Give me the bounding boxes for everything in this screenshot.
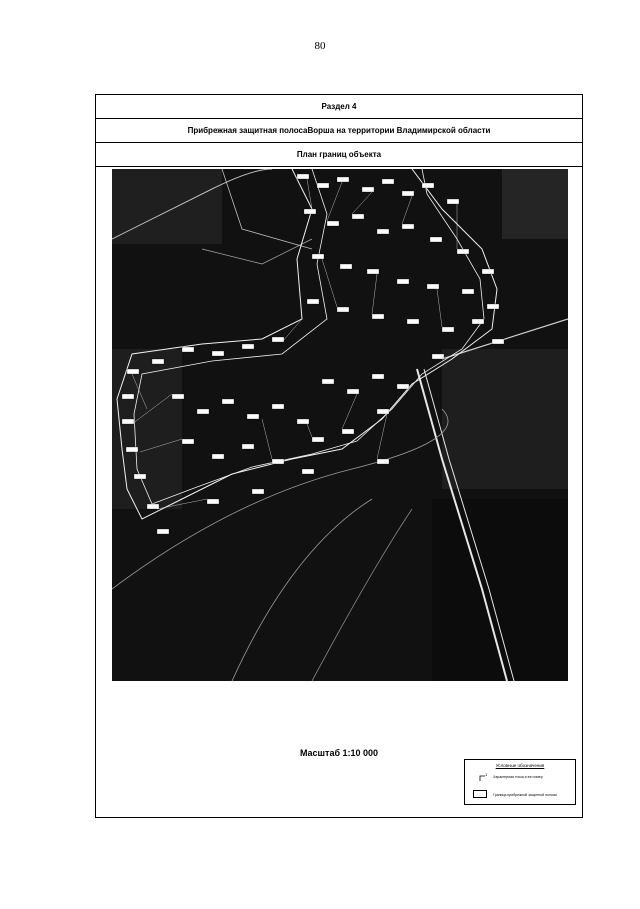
legend-item-boundary bbox=[471, 790, 575, 802]
characteristic-point-icon bbox=[479, 772, 489, 782]
legend-box bbox=[464, 759, 576, 805]
legend-title: Условные обозначения bbox=[495, 763, 545, 768]
document-frame bbox=[95, 94, 583, 818]
map-image bbox=[112, 169, 568, 681]
section-header: Раздел 4 bbox=[96, 95, 582, 119]
object-title: Прибрежная защитная полосаВорша на территории Владимирской области bbox=[96, 119, 582, 143]
boundary-plan-map bbox=[112, 169, 568, 681]
legend-item-point bbox=[471, 772, 575, 784]
legend-boundary-label: Граница прибрежной защитной полосы bbox=[493, 793, 558, 797]
legend-point-label: Характерная точка и ее номер bbox=[493, 775, 543, 779]
svg-text:1: 1 bbox=[485, 772, 488, 777]
boundary-rect-icon bbox=[473, 790, 487, 798]
page-number: 80 bbox=[314, 40, 326, 52]
plan-title: План границ объекта bbox=[96, 143, 582, 167]
scale-label: Масштаб 1:10 000 bbox=[299, 748, 379, 758]
